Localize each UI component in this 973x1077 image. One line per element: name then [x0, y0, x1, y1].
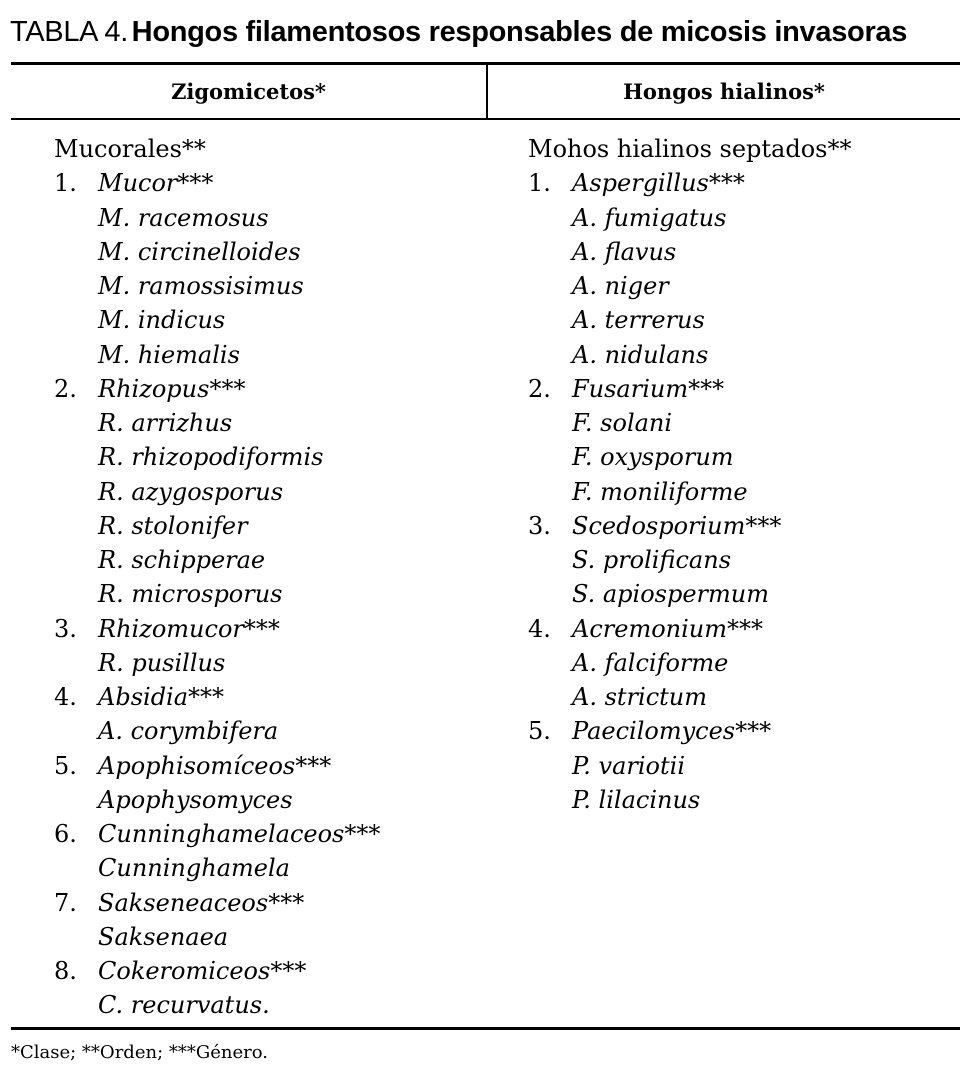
genus-name: Apophisomíceos [98, 751, 296, 780]
table-label: TABLA 4. [10, 16, 128, 48]
genus-number: 5. [528, 717, 551, 746]
genus-mark: *** [270, 957, 307, 985]
species-item: R. pusillus [98, 648, 226, 677]
species-item: A. corymbifera [98, 717, 279, 746]
order-mark: ** [181, 135, 206, 163]
genus-number: 4. [54, 683, 77, 711]
species-item: A. flavus [572, 237, 677, 266]
genus-number: 3. [54, 614, 77, 643]
header-zigomicetos: Zigomicetos* [171, 79, 326, 104]
genus-number: 8. [54, 957, 77, 985]
genus-number: 5. [54, 751, 77, 780]
genus-name: Absidia [98, 683, 189, 711]
species-item: M. indicus [98, 306, 226, 335]
genus-number: 7. [54, 888, 77, 917]
genus-line [54, 680, 474, 714]
species-item: R. arrizhus [98, 409, 233, 437]
genus-line [54, 749, 474, 783]
order-name: Mucorales [54, 135, 182, 163]
genus-number: 2. [528, 374, 551, 403]
species-item: M. hiemalis [98, 340, 240, 369]
genus-mark: *** [243, 614, 280, 643]
genus-name: Aspergillus [572, 169, 709, 198]
species-item: R. stolonifer [98, 511, 248, 540]
genus-line [54, 954, 474, 988]
species-item: C. recurvatus. [98, 991, 270, 1020]
order-line [54, 132, 474, 166]
genus-name: Sakseneaceos [98, 888, 269, 917]
species-item: M. circinelloides [98, 237, 301, 266]
species-item: F. solani [572, 409, 673, 437]
genus-mark: *** [745, 511, 782, 540]
table-title: Hongos filamentosos responsables de micosis invasoras [131, 16, 908, 48]
species-item: Apophysomyces [98, 785, 293, 814]
genus-number: 1. [54, 169, 77, 198]
species-item: A. fumigatus [572, 203, 727, 232]
genus-mark: *** [735, 717, 772, 746]
genus-name: Mucor [98, 169, 178, 198]
genus-mark: *** [177, 169, 214, 198]
genus-number: 1. [528, 169, 551, 198]
genus-mark: *** [268, 888, 305, 917]
species-item: Cunninghamela [98, 854, 290, 883]
species-item: F. oxysporum [572, 443, 734, 472]
genus-number: 2. [54, 374, 77, 403]
species-item: S. prolificans [572, 546, 732, 574]
genus-name: Rhizomucor [98, 614, 244, 643]
genus-line [528, 509, 960, 543]
genus-line [54, 372, 474, 406]
table-footnote: *Clase; **Orden; ***Género. [11, 1042, 268, 1063]
species-item: R. schipperae [98, 546, 266, 574]
species-item: A. terrerus [572, 306, 705, 335]
genus-name: Fusarium [572, 374, 689, 403]
species-item: R. microsporus [98, 580, 283, 609]
genus-line [54, 612, 474, 646]
order-mark: ** [827, 135, 852, 163]
genus-mark: *** [344, 820, 381, 848]
species-item: M. racemosus [98, 203, 269, 232]
species-item: A. strictum [572, 683, 707, 711]
genus-line [528, 372, 960, 406]
genus-number: 6. [54, 820, 77, 848]
genus-number: 3. [528, 511, 551, 540]
genus-name: Cunninghamelaceos [98, 820, 345, 848]
header-rule [11, 118, 960, 120]
genus-mark: *** [688, 374, 725, 403]
species-item: A. nidulans [572, 340, 709, 369]
genus-name: Paecilomyces [572, 717, 736, 746]
species-item: A. falciforme [572, 648, 729, 677]
genus-line [54, 817, 474, 851]
genus-mark: *** [727, 614, 764, 643]
genus-name: Scedosporium [572, 511, 746, 540]
species-item: R. azygosporus [98, 477, 284, 506]
genus-mark: *** [295, 751, 332, 780]
genus-number: 4. [528, 614, 551, 643]
genus-name: Rhizopus [98, 374, 210, 403]
species-item: P. lilacinus [572, 785, 701, 814]
genus-name: Cokeromiceos [98, 957, 271, 985]
zigomicetos-column [54, 132, 474, 1023]
order-line [528, 132, 960, 166]
genus-mark: *** [209, 374, 246, 403]
genus-name: Acremonium [572, 614, 728, 643]
species-item: A. niger [572, 272, 669, 300]
species-item: M. ramossisimus [98, 272, 304, 300]
species-item: R. rhizopodiformis [98, 443, 324, 472]
species-item: P. variotii [572, 751, 686, 780]
order-name: Mohos hialinos septados [528, 135, 828, 163]
hongos-hialinos-column [528, 132, 960, 817]
genus-mark: *** [188, 683, 225, 711]
table-caption [10, 10, 970, 54]
genus-line [528, 714, 960, 748]
genus-line [528, 166, 960, 200]
species-item: S. apiospermum [572, 580, 769, 609]
species-item: Saksenaea [98, 922, 229, 951]
genus-mark: *** [708, 169, 745, 198]
bottom-rule [11, 1027, 960, 1030]
genus-line [54, 886, 474, 920]
header-hongos-hialinos: Hongos hialinos* [623, 79, 825, 104]
genus-line [54, 166, 474, 200]
genus-line [528, 612, 960, 646]
species-item: F. moniliforme [572, 477, 748, 506]
